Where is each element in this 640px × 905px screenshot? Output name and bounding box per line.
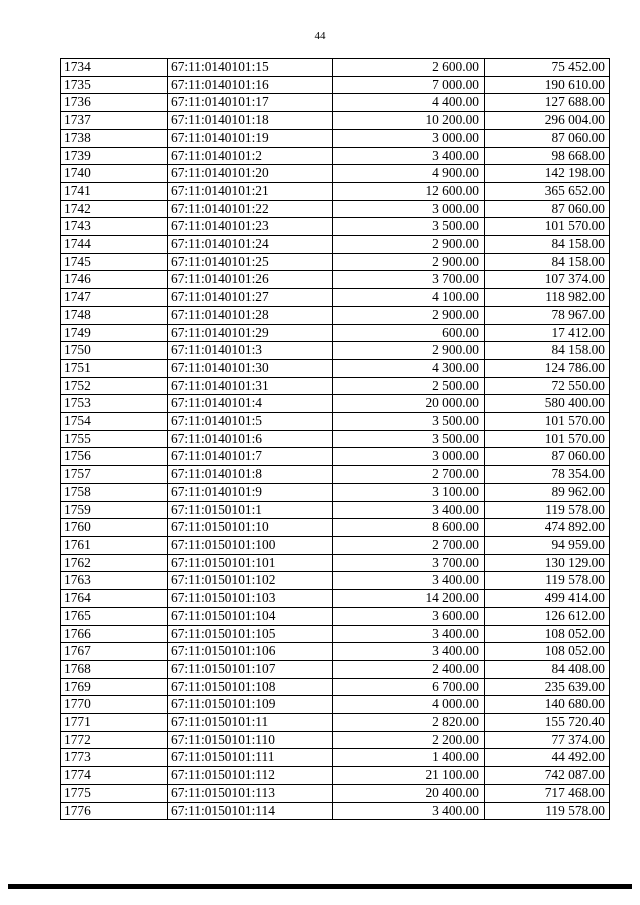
area-cell: 600.00 — [333, 324, 485, 342]
table-row — [61, 359, 610, 377]
area-cell: 3 100.00 — [333, 483, 485, 501]
row-number-cell: 1759 — [61, 501, 168, 519]
area-cell: 10 200.00 — [333, 112, 485, 130]
row-number-cell: 1744 — [61, 236, 168, 254]
row-number-cell: 1740 — [61, 165, 168, 183]
table-row — [61, 572, 610, 590]
value-cell: 365 652.00 — [485, 182, 610, 200]
area-cell: 3 000.00 — [333, 200, 485, 218]
row-number-cell: 1745 — [61, 253, 168, 271]
row-number-cell: 1774 — [61, 767, 168, 785]
cadastral-number-cell: 67:11:0150101:11 — [168, 714, 333, 732]
area-cell: 3 500.00 — [333, 430, 485, 448]
value-cell: 235 639.00 — [485, 678, 610, 696]
table-row — [61, 289, 610, 307]
row-number-cell: 1738 — [61, 129, 168, 147]
row-number-cell: 1761 — [61, 536, 168, 554]
row-number-cell: 1757 — [61, 466, 168, 484]
cadastral-number-cell: 67:11:0140101:17 — [168, 94, 333, 112]
row-number-cell: 1743 — [61, 218, 168, 236]
value-cell: 87 060.00 — [485, 448, 610, 466]
row-number-cell: 1768 — [61, 660, 168, 678]
table-row — [61, 501, 610, 519]
value-cell: 127 688.00 — [485, 94, 610, 112]
value-cell: 84 158.00 — [485, 342, 610, 360]
cadastral-number-cell: 67:11:0150101:102 — [168, 572, 333, 590]
row-number-cell: 1772 — [61, 731, 168, 749]
area-cell: 2 900.00 — [333, 342, 485, 360]
row-number-cell: 1747 — [61, 289, 168, 307]
area-cell: 2 200.00 — [333, 731, 485, 749]
table-row — [61, 519, 610, 537]
value-cell: 118 982.00 — [485, 289, 610, 307]
cadastral-number-cell: 67:11:0140101:18 — [168, 112, 333, 130]
area-cell: 3 400.00 — [333, 147, 485, 165]
area-cell: 2 500.00 — [333, 377, 485, 395]
area-cell: 2 700.00 — [333, 536, 485, 554]
cadastral-number-cell: 67:11:0140101:24 — [168, 236, 333, 254]
value-cell: 84 158.00 — [485, 236, 610, 254]
row-number-cell: 1775 — [61, 784, 168, 802]
row-number-cell: 1769 — [61, 678, 168, 696]
cadastral-number-cell: 67:11:0140101:7 — [168, 448, 333, 466]
cadastral-number-cell: 67:11:0140101:4 — [168, 395, 333, 413]
value-cell: 84 158.00 — [485, 253, 610, 271]
value-cell: 44 492.00 — [485, 749, 610, 767]
value-cell: 108 052.00 — [485, 625, 610, 643]
area-cell: 3 500.00 — [333, 218, 485, 236]
table-row — [61, 483, 610, 501]
row-number-cell: 1751 — [61, 359, 168, 377]
area-cell: 14 200.00 — [333, 590, 485, 608]
table-row — [61, 129, 610, 147]
row-number-cell: 1764 — [61, 590, 168, 608]
row-number-cell: 1753 — [61, 395, 168, 413]
cadastral-number-cell: 67:11:0140101:29 — [168, 324, 333, 342]
cadastral-number-cell: 67:11:0140101:22 — [168, 200, 333, 218]
area-cell: 1 400.00 — [333, 749, 485, 767]
cadastral-number-cell: 67:11:0140101:25 — [168, 253, 333, 271]
value-cell: 130 129.00 — [485, 554, 610, 572]
value-cell: 78 354.00 — [485, 466, 610, 484]
table-row — [61, 767, 610, 785]
table-row — [61, 76, 610, 94]
cadastral-number-cell: 67:11:0140101:5 — [168, 413, 333, 431]
value-cell: 717 468.00 — [485, 784, 610, 802]
table-row — [61, 94, 610, 112]
row-number-cell: 1762 — [61, 554, 168, 572]
table-row — [61, 590, 610, 608]
bottom-rule — [8, 884, 632, 889]
cadastral-number-cell: 67:11:0150101:108 — [168, 678, 333, 696]
table-row — [61, 643, 610, 661]
table-row — [61, 696, 610, 714]
area-cell: 3 500.00 — [333, 413, 485, 431]
cadastral-number-cell: 67:11:0150101:103 — [168, 590, 333, 608]
cadastral-number-cell: 67:11:0150101:107 — [168, 660, 333, 678]
row-number-cell: 1763 — [61, 572, 168, 590]
row-number-cell: 1758 — [61, 483, 168, 501]
cadastral-number-cell: 67:11:0150101:106 — [168, 643, 333, 661]
cadastral-number-cell: 67:11:0140101:3 — [168, 342, 333, 360]
row-number-cell: 1767 — [61, 643, 168, 661]
cadastral-number-cell: 67:11:0150101:114 — [168, 802, 333, 820]
value-cell: 98 668.00 — [485, 147, 610, 165]
table-row — [61, 660, 610, 678]
row-number-cell: 1760 — [61, 519, 168, 537]
row-number-cell: 1770 — [61, 696, 168, 714]
value-cell: 499 414.00 — [485, 590, 610, 608]
table-row — [61, 112, 610, 130]
row-number-cell: 1754 — [61, 413, 168, 431]
value-cell: 155 720.40 — [485, 714, 610, 732]
area-cell: 2 900.00 — [333, 236, 485, 254]
table-row — [61, 554, 610, 572]
value-cell: 742 087.00 — [485, 767, 610, 785]
table-row — [61, 536, 610, 554]
table-row — [61, 448, 610, 466]
table-row — [61, 607, 610, 625]
row-number-cell: 1737 — [61, 112, 168, 130]
value-cell: 17 412.00 — [485, 324, 610, 342]
table-row — [61, 236, 610, 254]
row-number-cell: 1736 — [61, 94, 168, 112]
value-cell: 84 408.00 — [485, 660, 610, 678]
area-cell: 12 600.00 — [333, 182, 485, 200]
value-cell: 190 610.00 — [485, 76, 610, 94]
table-row — [61, 395, 610, 413]
cadastral-number-cell: 67:11:0140101:21 — [168, 182, 333, 200]
table-row — [61, 253, 610, 271]
row-number-cell: 1739 — [61, 147, 168, 165]
value-cell: 296 004.00 — [485, 112, 610, 130]
area-cell: 6 700.00 — [333, 678, 485, 696]
row-number-cell: 1765 — [61, 607, 168, 625]
table-row — [61, 714, 610, 732]
cadastral-number-cell: 67:11:0140101:26 — [168, 271, 333, 289]
value-cell: 75 452.00 — [485, 59, 610, 77]
area-cell: 2 700.00 — [333, 466, 485, 484]
table-row — [61, 200, 610, 218]
table-row — [61, 306, 610, 324]
value-cell: 101 570.00 — [485, 218, 610, 236]
cadastral-number-cell: 67:11:0150101:100 — [168, 536, 333, 554]
parcel-table — [60, 58, 610, 820]
value-cell: 108 052.00 — [485, 643, 610, 661]
cadastral-number-cell: 67:11:0150101:104 — [168, 607, 333, 625]
value-cell: 140 680.00 — [485, 696, 610, 714]
cadastral-number-cell: 67:11:0140101:20 — [168, 165, 333, 183]
value-cell: 142 198.00 — [485, 165, 610, 183]
parcel-table-body — [61, 59, 610, 820]
table-row — [61, 413, 610, 431]
area-cell: 7 000.00 — [333, 76, 485, 94]
cadastral-number-cell: 67:11:0140101:28 — [168, 306, 333, 324]
area-cell: 4 900.00 — [333, 165, 485, 183]
cadastral-number-cell: 67:11:0140101:30 — [168, 359, 333, 377]
value-cell: 119 578.00 — [485, 802, 610, 820]
table-row — [61, 271, 610, 289]
row-number-cell: 1750 — [61, 342, 168, 360]
cadastral-number-cell: 67:11:0140101:19 — [168, 129, 333, 147]
value-cell: 94 959.00 — [485, 536, 610, 554]
value-cell: 107 374.00 — [485, 271, 610, 289]
cadastral-number-cell: 67:11:0150101:105 — [168, 625, 333, 643]
row-number-cell: 1742 — [61, 200, 168, 218]
value-cell: 87 060.00 — [485, 129, 610, 147]
area-cell: 3 600.00 — [333, 607, 485, 625]
area-cell: 4 000.00 — [333, 696, 485, 714]
area-cell: 8 600.00 — [333, 519, 485, 537]
table-row — [61, 59, 610, 77]
area-cell: 4 300.00 — [333, 359, 485, 377]
value-cell: 124 786.00 — [485, 359, 610, 377]
table-row — [61, 324, 610, 342]
row-number-cell: 1776 — [61, 802, 168, 820]
area-cell: 3 400.00 — [333, 572, 485, 590]
value-cell: 126 612.00 — [485, 607, 610, 625]
area-cell: 20 000.00 — [333, 395, 485, 413]
value-cell: 119 578.00 — [485, 501, 610, 519]
table-row — [61, 625, 610, 643]
value-cell: 77 374.00 — [485, 731, 610, 749]
area-cell: 3 000.00 — [333, 448, 485, 466]
cadastral-number-cell: 67:11:0140101:23 — [168, 218, 333, 236]
cadastral-number-cell: 67:11:0150101:112 — [168, 767, 333, 785]
cadastral-number-cell: 67:11:0140101:2 — [168, 147, 333, 165]
table-row — [61, 165, 610, 183]
value-cell: 89 962.00 — [485, 483, 610, 501]
row-number-cell: 1741 — [61, 182, 168, 200]
value-cell: 580 400.00 — [485, 395, 610, 413]
cadastral-number-cell: 67:11:0140101:16 — [168, 76, 333, 94]
table-row — [61, 342, 610, 360]
cadastral-number-cell: 67:11:0140101:8 — [168, 466, 333, 484]
value-cell: 101 570.00 — [485, 413, 610, 431]
row-number-cell: 1766 — [61, 625, 168, 643]
area-cell: 3 400.00 — [333, 802, 485, 820]
cadastral-number-cell: 67:11:0150101:113 — [168, 784, 333, 802]
row-number-cell: 1755 — [61, 430, 168, 448]
area-cell: 2 900.00 — [333, 253, 485, 271]
row-number-cell: 1773 — [61, 749, 168, 767]
table-row — [61, 147, 610, 165]
table-row — [61, 377, 610, 395]
area-cell: 2 600.00 — [333, 59, 485, 77]
value-cell: 119 578.00 — [485, 572, 610, 590]
value-cell: 101 570.00 — [485, 430, 610, 448]
row-number-cell: 1735 — [61, 76, 168, 94]
table-row — [61, 749, 610, 767]
row-number-cell: 1749 — [61, 324, 168, 342]
value-cell: 474 892.00 — [485, 519, 610, 537]
table-row — [61, 218, 610, 236]
cadastral-number-cell: 67:11:0140101:31 — [168, 377, 333, 395]
area-cell: 3 700.00 — [333, 271, 485, 289]
table-row — [61, 731, 610, 749]
cadastral-number-cell: 67:11:0140101:27 — [168, 289, 333, 307]
row-number-cell: 1734 — [61, 59, 168, 77]
cadastral-number-cell: 67:11:0150101:10 — [168, 519, 333, 537]
table-row — [61, 802, 610, 820]
area-cell: 20 400.00 — [333, 784, 485, 802]
area-cell: 2 820.00 — [333, 714, 485, 732]
row-number-cell: 1746 — [61, 271, 168, 289]
cadastral-number-cell: 67:11:0140101:15 — [168, 59, 333, 77]
table-row — [61, 678, 610, 696]
area-cell: 4 400.00 — [333, 94, 485, 112]
area-cell: 3 400.00 — [333, 501, 485, 519]
table-row — [61, 466, 610, 484]
row-number-cell: 1752 — [61, 377, 168, 395]
area-cell: 3 700.00 — [333, 554, 485, 572]
table-row — [61, 182, 610, 200]
row-number-cell: 1748 — [61, 306, 168, 324]
value-cell: 87 060.00 — [485, 200, 610, 218]
area-cell: 21 100.00 — [333, 767, 485, 785]
table-row — [61, 784, 610, 802]
cadastral-number-cell: 67:11:0150101:101 — [168, 554, 333, 572]
cadastral-number-cell: 67:11:0150101:111 — [168, 749, 333, 767]
value-cell: 72 550.00 — [485, 377, 610, 395]
cadastral-number-cell: 67:11:0140101:9 — [168, 483, 333, 501]
cadastral-number-cell: 67:11:0150101:110 — [168, 731, 333, 749]
row-number-cell: 1771 — [61, 714, 168, 732]
area-cell: 3 400.00 — [333, 625, 485, 643]
cadastral-number-cell: 67:11:0140101:6 — [168, 430, 333, 448]
page-number: 44 — [314, 30, 326, 42]
area-cell: 3 000.00 — [333, 129, 485, 147]
area-cell: 2 900.00 — [333, 306, 485, 324]
row-number-cell: 1756 — [61, 448, 168, 466]
cadastral-number-cell: 67:11:0150101:109 — [168, 696, 333, 714]
area-cell: 2 400.00 — [333, 660, 485, 678]
value-cell: 78 967.00 — [485, 306, 610, 324]
area-cell: 4 100.00 — [333, 289, 485, 307]
cadastral-number-cell: 67:11:0150101:1 — [168, 501, 333, 519]
table-row — [61, 430, 610, 448]
area-cell: 3 400.00 — [333, 643, 485, 661]
